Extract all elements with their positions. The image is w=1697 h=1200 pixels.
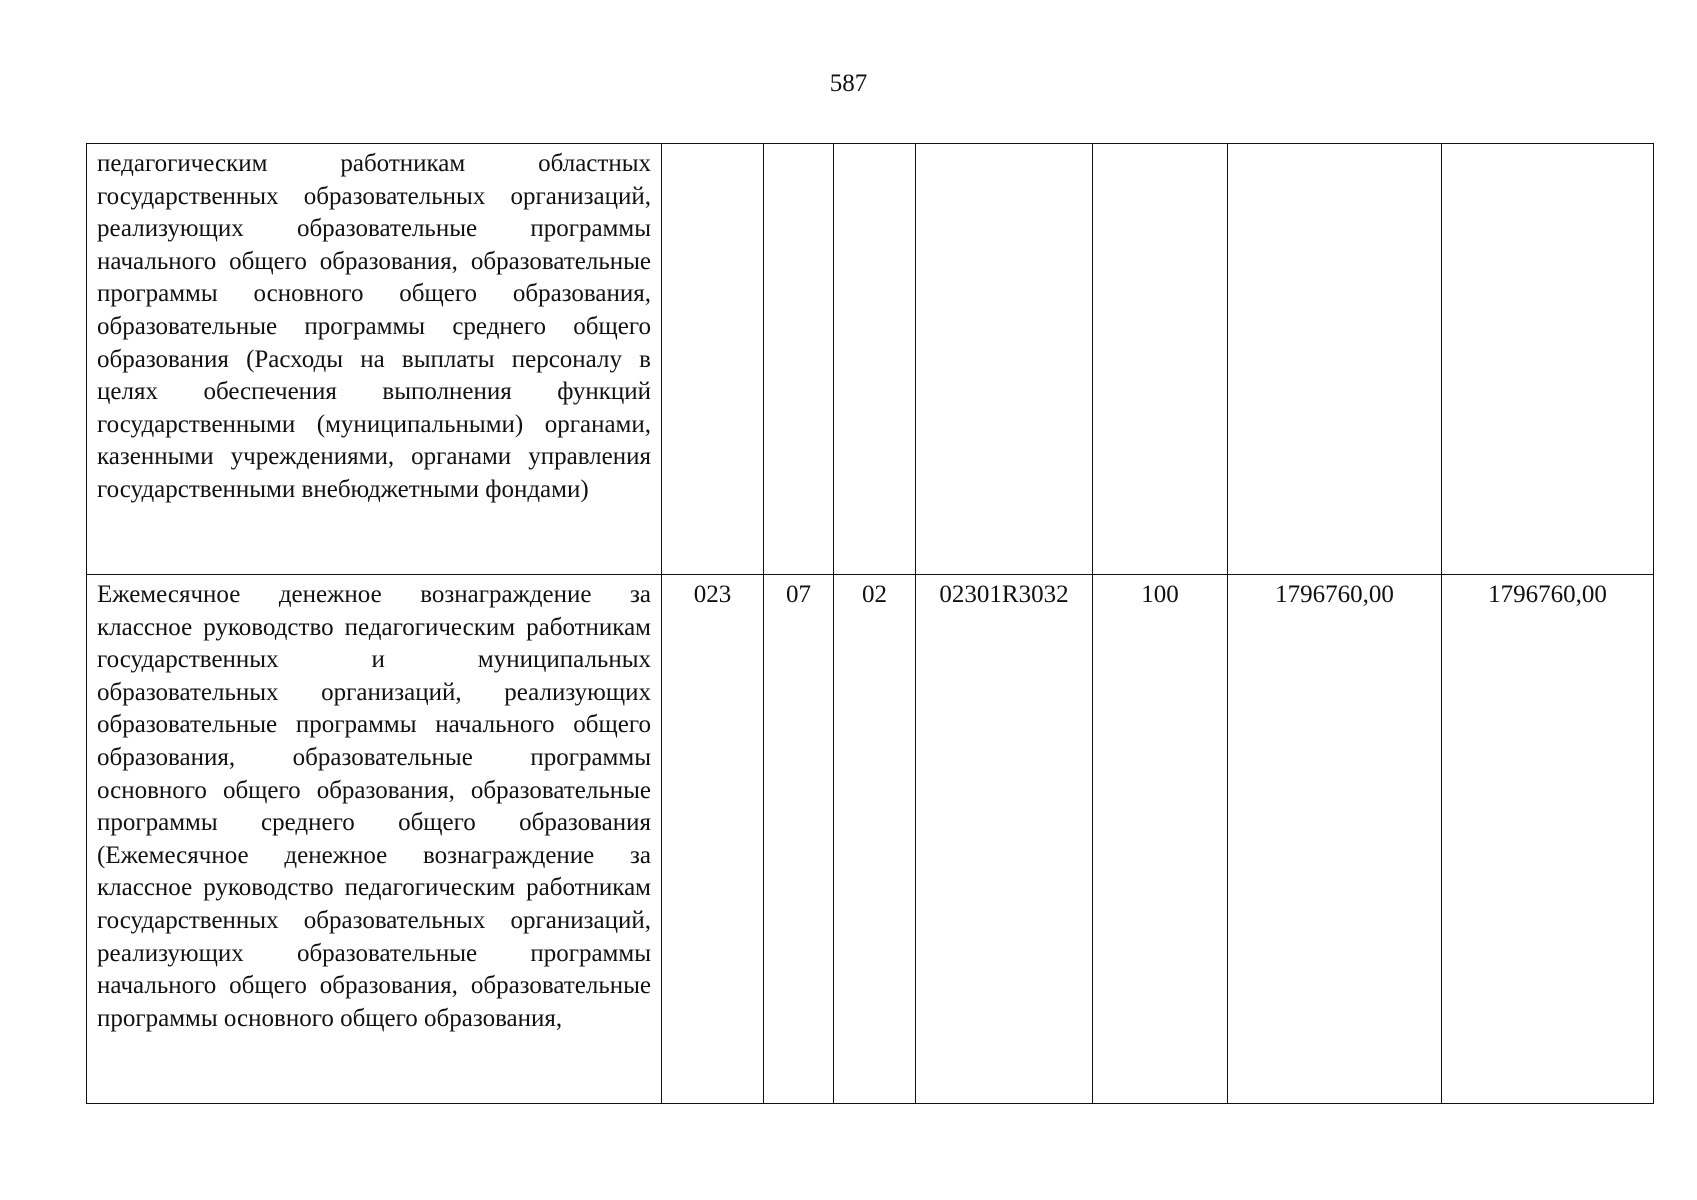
page-number: 587 — [829, 70, 868, 97]
target-article-cell: 02301R3032 — [916, 575, 1093, 1104]
ministry-code-cell: 023 — [662, 575, 764, 1104]
target-article-cell — [916, 144, 1093, 575]
budget-table — [86, 143, 1654, 1104]
row-description-cell — [87, 575, 662, 1104]
section-code-cell — [764, 144, 834, 575]
table-row — [87, 144, 1654, 575]
section-code-cell: 07 — [764, 575, 834, 1104]
row-description: Ежемесячное денежное вознаграждение за классное руководство педагогическим работникам государственных и муниципальных образовательных организаций, реализующих образовательные программы начального общего образования, образовательные программы основного общего образования, образовательные программы среднего общего образования (Ежемесячное денежное вознаграждение за классное руководство педагогическим работникам государственных образовательных организаций, реализующих образовательные программы начального общего образования, образовательные программы основного общего образования, — [97, 581, 651, 1032]
subsection-code-cell: 02 — [834, 575, 916, 1104]
amount-1-cell — [1228, 144, 1442, 575]
ministry-code-cell — [662, 144, 764, 575]
amount-2-cell: 1796760,00 — [1442, 575, 1654, 1104]
table-row — [87, 575, 1654, 1104]
row-description: педагогическим работникам областных государственных образовательных организаций, реализующих образовательные программы начального общего образования, образовательные программы основного общего образования, образовательные программы среднего общего образования (Расходы на выплаты персоналу в целях обеспечения выполнения функций государственными (муниципальными) органами, казенными учреждениями, органами управления государственными внебюджетными фондами) — [97, 150, 651, 503]
amount-2-cell — [1442, 144, 1654, 575]
row-description-cell — [87, 144, 662, 575]
subsection-code-cell — [834, 144, 916, 575]
expense-type-cell: 100 — [1093, 575, 1228, 1104]
expense-type-cell — [1093, 144, 1228, 575]
amount-1-cell: 1796760,00 — [1228, 575, 1442, 1104]
